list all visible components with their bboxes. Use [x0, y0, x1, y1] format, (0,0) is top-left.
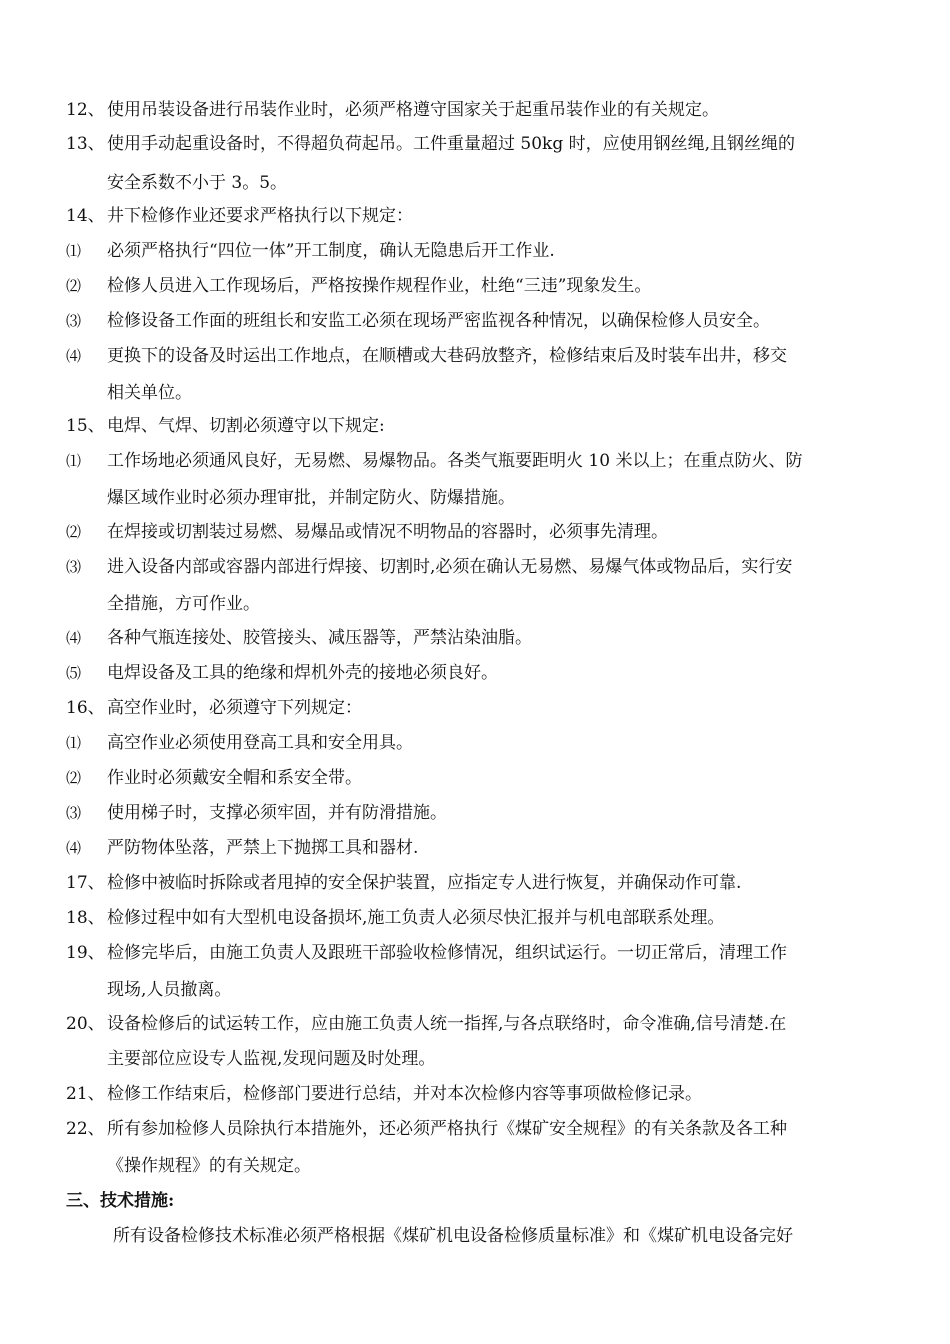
item-text: 检修设备工作面的班组长和安监工必须在现场严密监视各种情况，以确保检修人员安全。	[107, 311, 770, 331]
item-text: 检修人员进入工作现场后，严格按操作规程作业，杜绝“三违”现象发生。	[107, 276, 652, 296]
item-text: 《操作规程》的有关规定。	[107, 1156, 311, 1176]
item-number: 16、	[66, 698, 105, 718]
sub-item-number: ⑶	[66, 804, 82, 822]
item-text: 各种气瓶连接处、胶管接头、减压器等，严禁沾染油脂。	[107, 628, 532, 648]
item-text: 更换下的设备及时运出工作地点，在顺槽或大巷码放整齐，检修结束后及时装车出井，移交	[107, 346, 787, 366]
item-number: 22、	[66, 1119, 105, 1139]
item-text: 现场,人员撤离。	[107, 980, 232, 1000]
item-text: 井下检修作业还要求严格执行以下规定：	[107, 206, 413, 226]
item-number: 13、	[66, 134, 105, 154]
item-text: 所有参加检修人员除执行本措施外，还必须严格执行《煤矿安全规程》的有关条款及各工种	[107, 1119, 787, 1139]
sub-item-number: ⑶	[66, 312, 82, 330]
sub-item-number: ⑷	[66, 347, 82, 365]
sub-item-number: ⑴	[66, 242, 82, 260]
item-number: 19、	[66, 943, 105, 963]
item-text: 电焊、气焊、切割必须遵守以下规定:	[107, 416, 385, 436]
item-text: 爆区域作业时必须办理审批，并制定防火、防爆措施。	[107, 488, 515, 508]
item-text: 使用手动起重设备时，不得超负荷起吊。工件重量超过 50kg 时，应使用钢丝绳,且钢丝绳的	[107, 134, 796, 154]
item-text: 检修过程中如有大型机电设备损坏,施工负责人必须尽快汇报并与机电部联系处理。	[107, 908, 725, 928]
item-text: 进入设备内部或容器内部进行焊接、切割时,必须在确认无易燃、易爆气体或物品后，实行安	[107, 557, 793, 577]
item-text: 检修完毕后，由施工负责人及跟班干部验收检修情况，组织试运行。一切正常后，清理工作	[107, 943, 787, 963]
item-text: 作业时必须戴安全帽和系安全带。	[107, 768, 362, 788]
sub-item-number: ⑵	[66, 523, 82, 541]
item-text: 设备检修后的试运转工作，应由施工负责人统一指挥,与各点联络时，命令准确,信号清楚.在	[107, 1014, 787, 1034]
item-text: 严防物体坠落，严禁上下抛掷工具和器材.	[107, 838, 419, 858]
item-text: 全措施，方可作业。	[107, 594, 260, 614]
item-text: 高空作业时，必须遵守下列规定：	[107, 698, 362, 718]
sub-item-number: ⑴	[66, 734, 82, 752]
item-number: 21、	[66, 1084, 105, 1104]
item-text: 安全系数不小于 3。5。	[107, 173, 288, 193]
sub-item-number: ⑵	[66, 277, 82, 295]
item-text: 在焊接或切割装过易燃、易爆品或情况不明物品的容器时，必须事先清理。	[107, 522, 668, 542]
item-text: 必须严格执行“四位一体”开工制度，确认无隐患后开工作业.	[107, 241, 555, 261]
item-text: 相关单位。	[107, 383, 192, 403]
item-text: 电焊设备及工具的绝缘和焊机外壳的接地必须良好。	[107, 663, 498, 683]
item-number: 18、	[66, 908, 105, 928]
sub-item-number: ⑶	[66, 558, 82, 576]
item-number: 14、	[66, 206, 105, 226]
item-number: 15、	[66, 416, 105, 436]
item-text: 高空作业必须使用登高工具和安全用具。	[107, 733, 413, 753]
item-number: 17、	[66, 873, 105, 893]
section-paragraph: 所有设备检修技术标准必须严格根据《煤矿机电设备检修质量标准》和《煤矿机电设备完好	[113, 1226, 793, 1246]
sub-item-number: ⑴	[66, 452, 82, 470]
item-text: 工作场地必须通风良好，无易燃、易爆物品。各类气瓶要距明火 10 米以上；在重点防火、防	[107, 451, 803, 471]
item-text: 使用吊装设备进行吊装作业时，必须严格遵守国家关于起重吊装作业的有关规定。	[107, 100, 719, 120]
sub-item-number: ⑷	[66, 629, 82, 647]
item-text: 使用梯子时，支撑必须牢固，并有防滑措施。	[107, 803, 447, 823]
sub-item-number: ⑸	[66, 664, 82, 682]
sub-item-number: ⑷	[66, 839, 82, 857]
sub-item-number: ⑵	[66, 769, 82, 787]
section-heading: 三、技术措施:	[66, 1191, 175, 1211]
item-text: 主要部位应设专人监视,发现问题及时处理。	[107, 1049, 436, 1069]
item-number: 20、	[66, 1014, 105, 1034]
item-text: 检修工作结束后，检修部门要进行总结，并对本次检修内容等事项做检修记录。	[107, 1084, 702, 1104]
item-number: 12、	[66, 100, 105, 120]
item-text: 检修中被临时拆除或者甩掉的安全保护装置，应指定专人进行恢复，并确保动作可靠.	[107, 873, 742, 893]
